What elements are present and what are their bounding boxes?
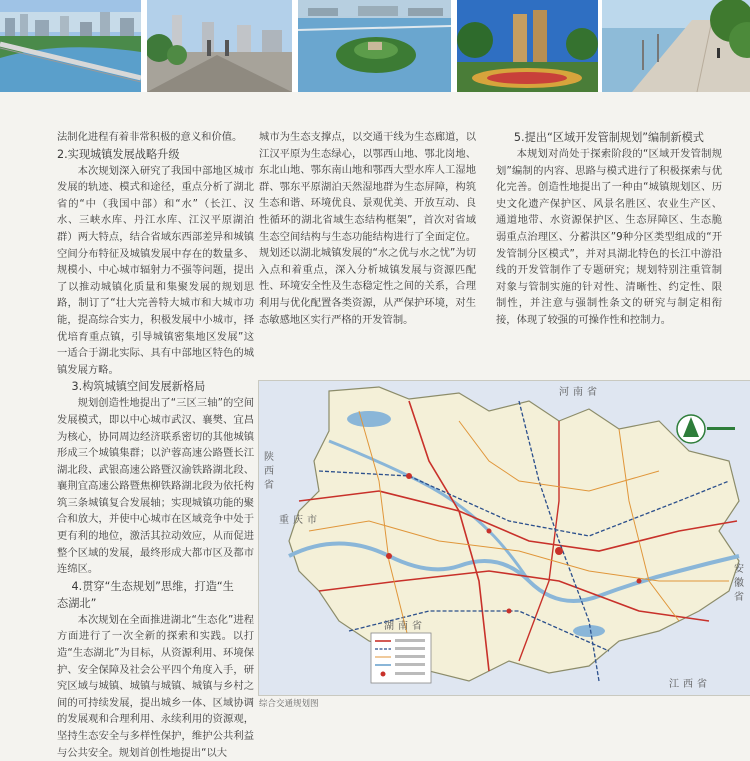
map-lake (573, 625, 605, 637)
map-caption: 综合交通规划图 (259, 699, 319, 709)
map-city-marker (386, 553, 392, 559)
map-city-marker (487, 529, 492, 534)
heading-section-5: 5.提出“区域开发管制规划”编制新模式 (513, 131, 704, 144)
map-label-hunan: 湖南省 (384, 621, 426, 632)
map-city-marker (637, 579, 642, 584)
photo-strip (0, 0, 750, 92)
map-reservoir (347, 411, 391, 427)
heading-section-2: 2.实现城镇发展战略升级 (57, 147, 180, 161)
photo-plaza-skyline (147, 0, 292, 92)
photo-twin-towers-garden (457, 0, 598, 92)
map-label-jiangxi: 江西省 (669, 679, 711, 690)
photo-bridge-cityscape (0, 0, 141, 92)
paragraph-section-4: 本次规划在全面推进湖北“生态化”进程方面进行了一次全新的探索和实践。以打造“生态湖北”为目标，从资源利用、环境保护、安全保障及社会公平四个角度入手，研究区域与城镇、城镇与城镇、城镇与乡村之间的可持续发展，提出城乡一体、区域协调的发展观和合理利用、永续利用的资源观，坚持生态安全与多样性保护，维护公共利益与公共安全。规划首创性地提出“以大 (57, 613, 254, 759)
map-label-shaanxi: 陕西省 (261, 451, 273, 493)
paragraph-section-5: 本规划对尚处于探索阶段的“区域开发管制规划”编制的内容、思路与模式进行了积极探索与优化完善。创造性地提出了一种由“城镇规划区、历史文化遗产保护区、风景名胜区、农业生产区、通道地带、水资源保护区、生态屏障区、生态脆弱重点治理区、分蓄洪区”9种分区类型组成的“开发管制分区模式”，并对具湖北特色的长江中游沿线的开发管制作了专题研究；规划特别注重管制对象与管制实施的针对性、清晰性、约定性、限制性，并注意与强制性条文的研究与制定相衔接，体现了较强的可操作性和控制力。 (496, 148, 722, 326)
heading-section-4-line1: 4.贯穿“生态规划”思维，打造“生 (71, 579, 234, 593)
map-city-marker (406, 473, 412, 479)
paragraph-section-3: 规划创造性地提出了“三区三轴”的空间发展模式，即以中心城市武汉、襄樊、宜昌为核心，协同周边经济联系密切的其他城镇形成三个城镇集群；以沪蓉高速公路暨长江湖北段、武银高速公路暨汉渝铁路湖北段、襄荆宜高速公路暨焦柳铁路湖北段为依托构筑三条城镇复合发展轴；实现城镇功能的聚合和放大，并使中心城市在区域竞争中处于更有利的地位，激活其拉动效应，从而促进整个区域的发展，最终形成大都市区及都市连绵区。 (57, 397, 254, 576)
map-city-marker (507, 609, 512, 614)
text-column-1 (57, 129, 254, 761)
text-column-3 (496, 129, 722, 329)
map-label-anhui: 安徽省 (731, 563, 743, 605)
paragraph-ecology-continued: 城市为生态支撑点，以交通干线为生态廊道，以江汉平原为生态绿心，以鄂西山地、鄂北岗地、东北山地、鄂东南山地和鄂西大型水库人工湿地群、鄂东平原湖泊天然湿地群为生态屏障，构筑生态和谐、环境优良、景观优美、开放互动、良性循环的湖北省域生态结构框架”，首次对省域生态空间结构与生态功能结构进行了全面定位。规划还以湖北城镇发展的“水之优与水之忧”为切入点和着重点，深入分析城镇发展与资源匹配性、环境安全性及生态稳定性之间的关系，合理利用与优化配置各类资源，从严保护环境，对生态敏感地区实行严格的开发管制。 (259, 131, 476, 326)
map-label-henan: 河南省 (559, 387, 601, 398)
heading-section-3: 3.构筑城镇空间发展新格局 (71, 380, 206, 394)
photo-island-lake (298, 0, 451, 92)
transport-plan-map (258, 380, 750, 696)
photo-lakeside-promenade (602, 0, 750, 92)
map-city-marker (555, 547, 563, 555)
map-label-chongqing: 重庆市 (279, 515, 321, 526)
map-legend (371, 633, 431, 683)
paragraph-section-2: 本次规划深入研究了我国中部地区城市发展的轨迹、模式和途径，重点分析了湖北省的“中（我国中部）和“水”（长江、汉水、三峡水库、丹江水库、江汉平原湖泊群）两大特点，结合省域东西部差异和城镇空间分布特征及城镇发展中存在的数量多、规模小、中心城市辐射力不强等问题，提出了以推动城镇化质量和集聚发展的规划思路，制订了“壮大完善特大城市和大城市功能，提高综合实力，积极发展中小城市，择优培育重点镇，引导城镇密集地区发展”这一适合于湖北实际、具有中部地区特色的城镇发展方略。 (57, 164, 254, 376)
heading-section-4-line2: 态湖北” (57, 596, 97, 610)
text-column-2 (259, 129, 476, 328)
paragraph-intro-tail: 法制化进程有着非常积极的意义和价值。 (57, 131, 243, 143)
